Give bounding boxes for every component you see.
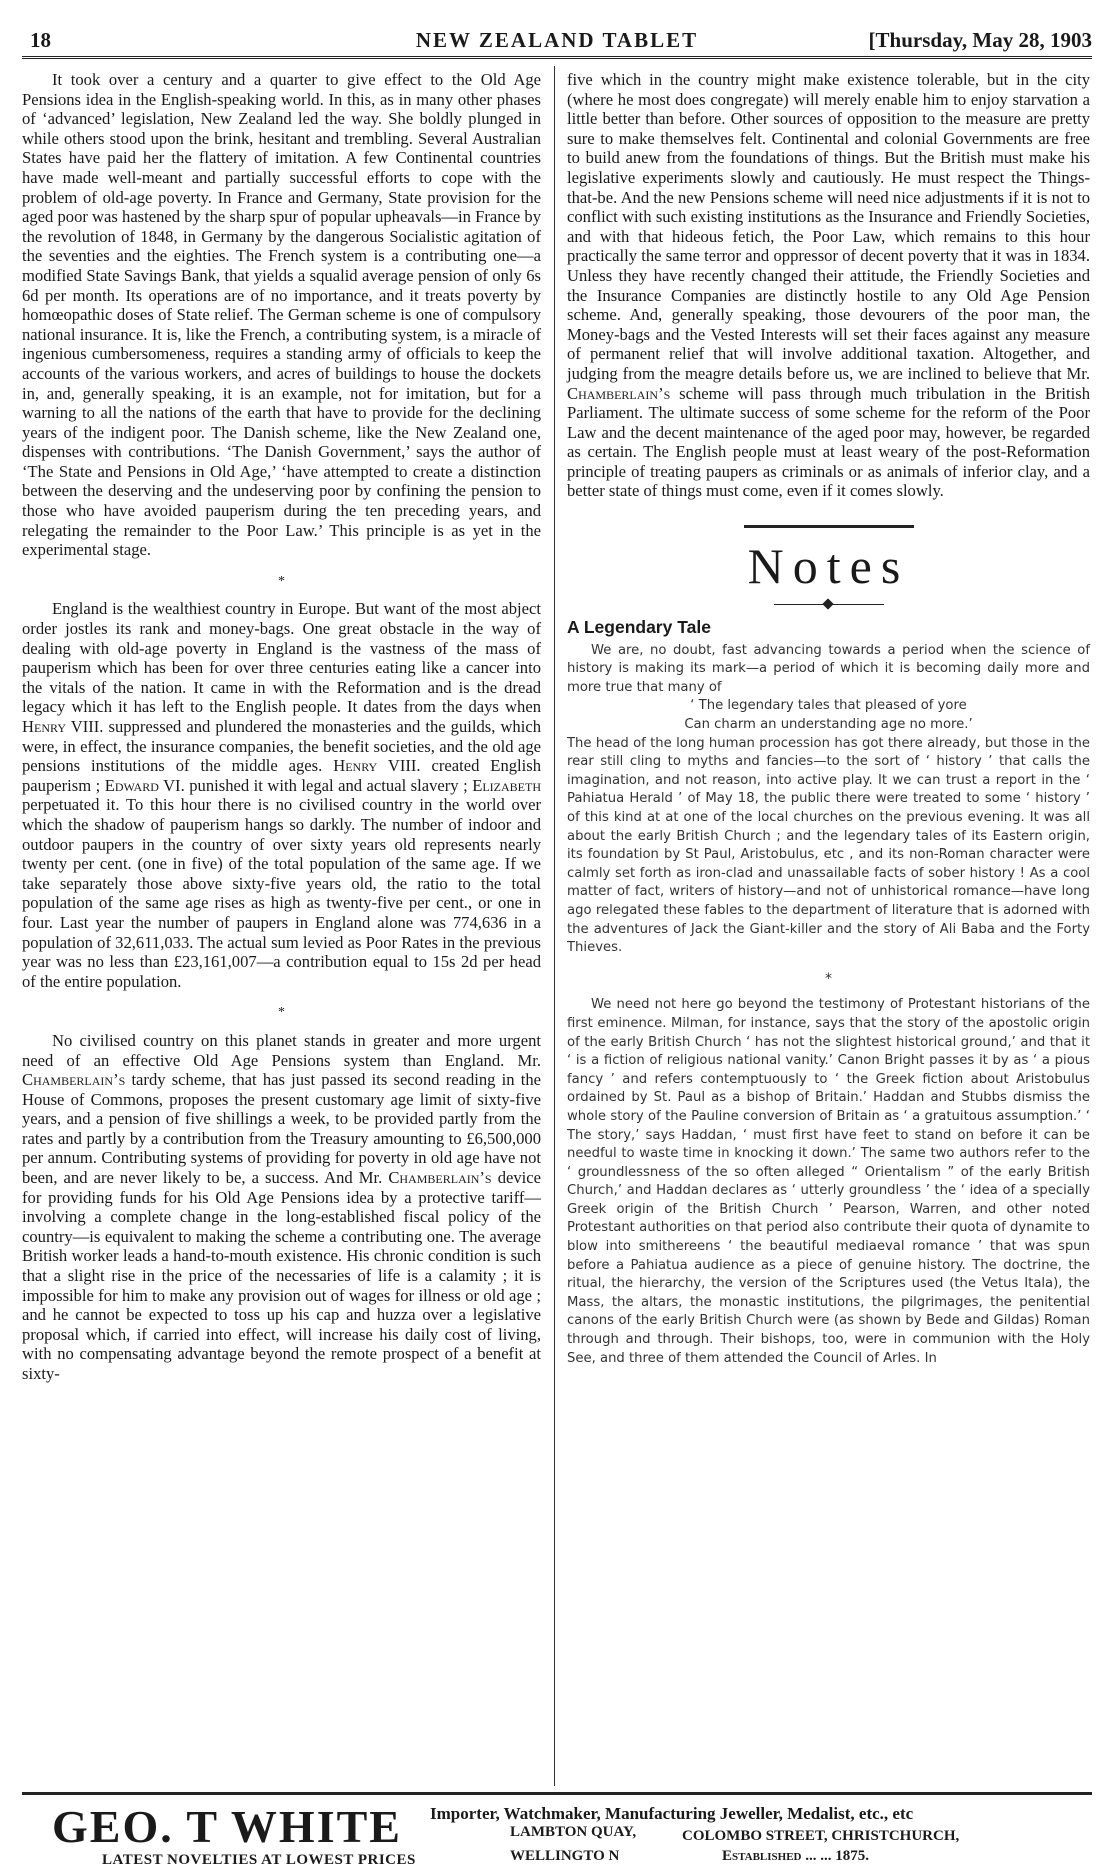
name-elizabeth: Elizabeth: [472, 775, 541, 795]
name-chamberlain-3: Chamberlain’s: [567, 383, 671, 403]
left-column: [22, 70, 541, 1384]
notes-rule: [744, 525, 914, 528]
name-chamberlain-2: Chamberlain’s: [388, 1168, 492, 1188]
masthead-title: NEW ZEALAND TABLET: [415, 28, 699, 52]
article-subhead: A Legendary Tale: [567, 617, 711, 638]
issue-date: [Thursday, May 28, 1903: [868, 28, 1092, 52]
notes-paragraph-1: We are, no doubt, fast advancing towards a period when the science of history is making its mark—a period of which it is becoming daily more and more true that many of: [567, 642, 1090, 695]
advertiser-name: GEO. T WHITE: [52, 1801, 402, 1852]
notes-title: Notes: [747, 538, 910, 595]
page-header: [22, 22, 1092, 52]
established-date: Established ... ... 1875.: [722, 1848, 869, 1864]
quote-line-1: ‘ The legendary tales that pleased of yore: [690, 698, 967, 714]
notes-article: [567, 642, 1090, 1369]
newspaper-page: [22, 22, 1092, 1868]
address-wellington: WELLINGTO N: [510, 1848, 620, 1864]
section-star-2: *: [278, 1005, 285, 1021]
notes-paragraph-3: We need not here go beyond the testimony of Protestant historians of the first eminence. Milman, for instance, says that the story of the apostolic origin of the early British Church ‘ has not the slightest historical ground,’ and that it ‘ is a fiction of religious national vanity.’ Canon Bright passes it by as ‘ a pious fancy ’ and refers contemptuously to ‘ the Greek fiction about Aristobulus ordained by St. Paul as a bishop of Britain.’ Haddan and Stubbs dismiss the whole story of the Pauline conversion of Britain as ‘ a gratuitous assumption.’ ‘ The story,’ says Haddan, ‘ must first have feet to stand on before it can be needful to waste time in knocking it down.’ The same two authors refer to the ‘ groundlessness of the so often alleged “ Orientalism ” of the early British Church,’ and Haddan declares as ‘ utterly groundless ’ the ‘ idea of a specially Greek origin of the British Church ’ Pearson, Warren, and other noted Protestant authorities on that period also contribute their quota of dynamite to blow into smithereens ‘ the beautiful mediaeval romance ’ that was spun before a Pahiatua audience as a piece of genuine history. The doctrine, the ritual, the hierarchy, the version of the Scriptures used (the Vetus Itala), the Mass, the altars, the monastic institutions, the pilgrimages, the penitential canons of the early British Church were (as shown by Bede and Gildas) Roman through and through. Their bishops, too, were in communion with the Holy See, and three of them attended the Council of Arles. In: [567, 997, 1090, 1366]
advertiser-tagline: LATEST NOVELTIES AT LOWEST PRICES: [102, 1852, 416, 1868]
notes-paragraph-2: The head of the long human procession has got there already, but those in the rear still cling to myths and fancies—to the sort of ‘ history ’ that calls the imagination, and not reason, into active play. It we can trust a report in the ‘ Pahiatua Herald ’ of May 18, the public there were treated to some ‘ history ’ of this kind at at one of the local churches on the previous evening. It was all about the early British Church ; and the legendary tales of its Eastern origin, its foundation by St Paul, Aristobulus, etc , and its non-Roman character were calmly set forth as iron-clad and unassailable facts of sober history ! As a cool matter of fact, writers of history—and not of unhistorical romance—have long ago relegated these fables to the department of literature that is adorned with the adventures of Jack the Giant-killer and the story of Ali Baba and the Forty Thieves.: [567, 735, 1090, 956]
paragraph-chamberlain-scheme: No civilised country on this planet stands in greater and more urgent need of an effective Old Age Pensions system than England. Mr. Chamberlain’s tardy scheme, that has just passed its second reading in the House of Commons, proposes the present customary age limit of sixty-five years, and a pension of five shillings a week, to be provided partly from the rates and partly by a contribution from the Treasury amounting to £6,500,000 per annum. Contributing systems of providing for poverty in old age have not been, and are never likely to be, a success. And Mr. Chamberlain’s device for providing funds for his Old Age Pensions idea by a protective tariff—involving a complete change in the long-established fiscal policy of the country—is equivalent to making the scheme a contributing one. The average British worker leads a hand-to-mouth existence. His chronic condition is such that a slight rise in the price of the necessaries of life is a calamity ; it is impossible for him to make any provision out of wages for illness or old age ; and he cannot be expected to toss up his cap and huzza over a legislative proposal which, if carried into effect, will increase his daily cost of living, with no compensating advantage beyond the remote prospect of a benefit at sixty-: [22, 1030, 541, 1383]
quote-line-2: Can charm an understanding age no more.’: [684, 717, 973, 733]
notes-section-heading: [567, 525, 1090, 610]
paragraph-old-age-pensions: It took over a century and a quarter to give effect to the Old Age Pensions idea in the English-speaking world. In this, as in many other phases of ‘advanced’ legislation, New Zealand led the way. She boldly plunged in while others stood upon the brink, hesitant and trembling. Several Australian States have paid her the flattery of imitation. A few Continental countries have made well-meant and partially successful efforts to cope with the problem of old-age poverty. In France and Germany, State provision for the aged poor was hastened by the sharp spur of popular upheavals—in France by the revolution of 1848, in Germany by the dangerous Socialistic agitation of the seventies and the eighties. The French system is a contributing one—a modified State Savings Bank, that yields a squalid average pension of only 6s 6d per month. Its operations are of no importance, and it treats poverty by homœopathic doses of State relief. The German scheme is one of compulsory national insurance. It is, like the French, a contributing system, is a miracle of ingenious cumbersomeness, requires a standing army of officials to keep the accounts of the various workers, and acres of buildings to house the dockets in, and, generally speaking, it is an example, not for imitation, but for a warning to all the nations of the earth that have to provide for the declining years of the indigent poor. The Danish scheme, like the New Zealand one, dispenses with contributions. ‘The Danish Government,’ says the author of ‘The State and Pensions in Old Age,’ ‘have attempted to create a distinction between the deserving and the undeserving poor by confining the pension to those who have avoided pauperism during the ten preceding years, and relegating the remainder to the Poor Law.’ This principle is as yet in the experimental stage.: [22, 70, 541, 560]
name-edward-vi: Edward VI.: [104, 775, 185, 795]
column-divider: [554, 66, 555, 1786]
name-chamberlain: Chamberlain’s: [22, 1070, 126, 1090]
paragraph-england-pauperism: England is the wealthiest country in Europe. But want of the most abject order jostles its rank and money-bags. One great obstacle in the way of dealing with old-age poverty in England is the vastness of the mass of pauperism which has been for over three centuries eating like a cancer into the vitals of the nation. It came in with the Reformation and is the dread legacy which it has left to the English people. It dates from the days when Henry VIII. suppressed and plundered the monasteries and the guilds, which were, in effect, the insurance companies, the benefit societies, and the old age pensions institutions of the middle ages. Henry VIII. created English pauperism ; Edward VI. punished it with legal and actual slavery ; Elizabeth perpetuated it. To this hour there is no civilised country in the world over which the shadow of pauperism hangs so darkly. The number of indoor and outdoor paupers in the country of over sixty years old represents nearly twenty per cent. (one in five) of the total population of the same age. If we take separately those above sixty-five years old, the ratio to the total population of the same age rises as high as twenty-five per cent., or one in four. Last year the number of paupers in England alone was 774,636 in a population of 32,611,033. The actual sum levied as Poor Rates in the previous year was no less than £23,161,007—a contribution equal to 15s 2d per head of the entire population.: [22, 599, 542, 991]
paragraph-continuation: five which in the country might make existence tolerable, but in the city (where he most does congregate) will merely enable him to enjoy starvation a little better than before. Other sources of opposition to the measure are pretty sure to make themselves felt. Continental and colonial Governments are free to build anew from the foundations of things. But the British must make his legislative experiments slowly and cautiously. He must respect the Things-that-be. And the new Pensions scheme will need nice adjustments if it is not to conflict with such existing institutions as the Insurance and Friendly Societies, and with that hideous fetich, the Poor Law, which remains to this hour practically the same terror and oppressor of decent poverty that it was in 1834. Unless they have recently changed their attitude, the Friendly Societies and the Insurance Companies are distinctly hostile to any Old Age Pension scheme. And, generally speaking, those devourers of the poor man, the Money-bags and the Vested Interests will set their faces against any measure of permanent relief that will involve additional taxation. Altogether, and judging from the meagre details before us, we are inclined to believe that Mr. Chamberlain’s scheme will pass through much tribulation in the British Parliament. The ultimate success of some scheme for the reform of the Poor Law and the decent maintenance of the aged poor may, however, be regarded as certain. The English people must at least weary of the post-Reformation principle of treating paupers as criminals or as animals of inferior clay, and a better state of things must come, even if it comes slowly.: [567, 70, 1091, 501]
advertisement-footer: [22, 1800, 1092, 1870]
footer-rule: [22, 1792, 1092, 1795]
name-henry-viii: Henry VIII.: [22, 717, 104, 736]
address-colombo: COLOMBO STREET, CHRISTCHURCH,: [682, 1828, 960, 1844]
header-rule: [22, 56, 1092, 59]
diamond-ornament-icon: [774, 600, 884, 610]
right-column: [567, 70, 1090, 1368]
advertiser-trades: Importer, Watchmaker, Manufacturing Jeweller, Medalist, etc., etc: [430, 1804, 914, 1823]
address-lambton: LAMBTON QUAY,: [510, 1824, 637, 1840]
section-star: *: [278, 573, 285, 589]
name-henry-viii-2: Henry VIII.: [333, 756, 421, 776]
page-number: 18: [30, 28, 51, 52]
notes-star: *: [825, 970, 832, 987]
